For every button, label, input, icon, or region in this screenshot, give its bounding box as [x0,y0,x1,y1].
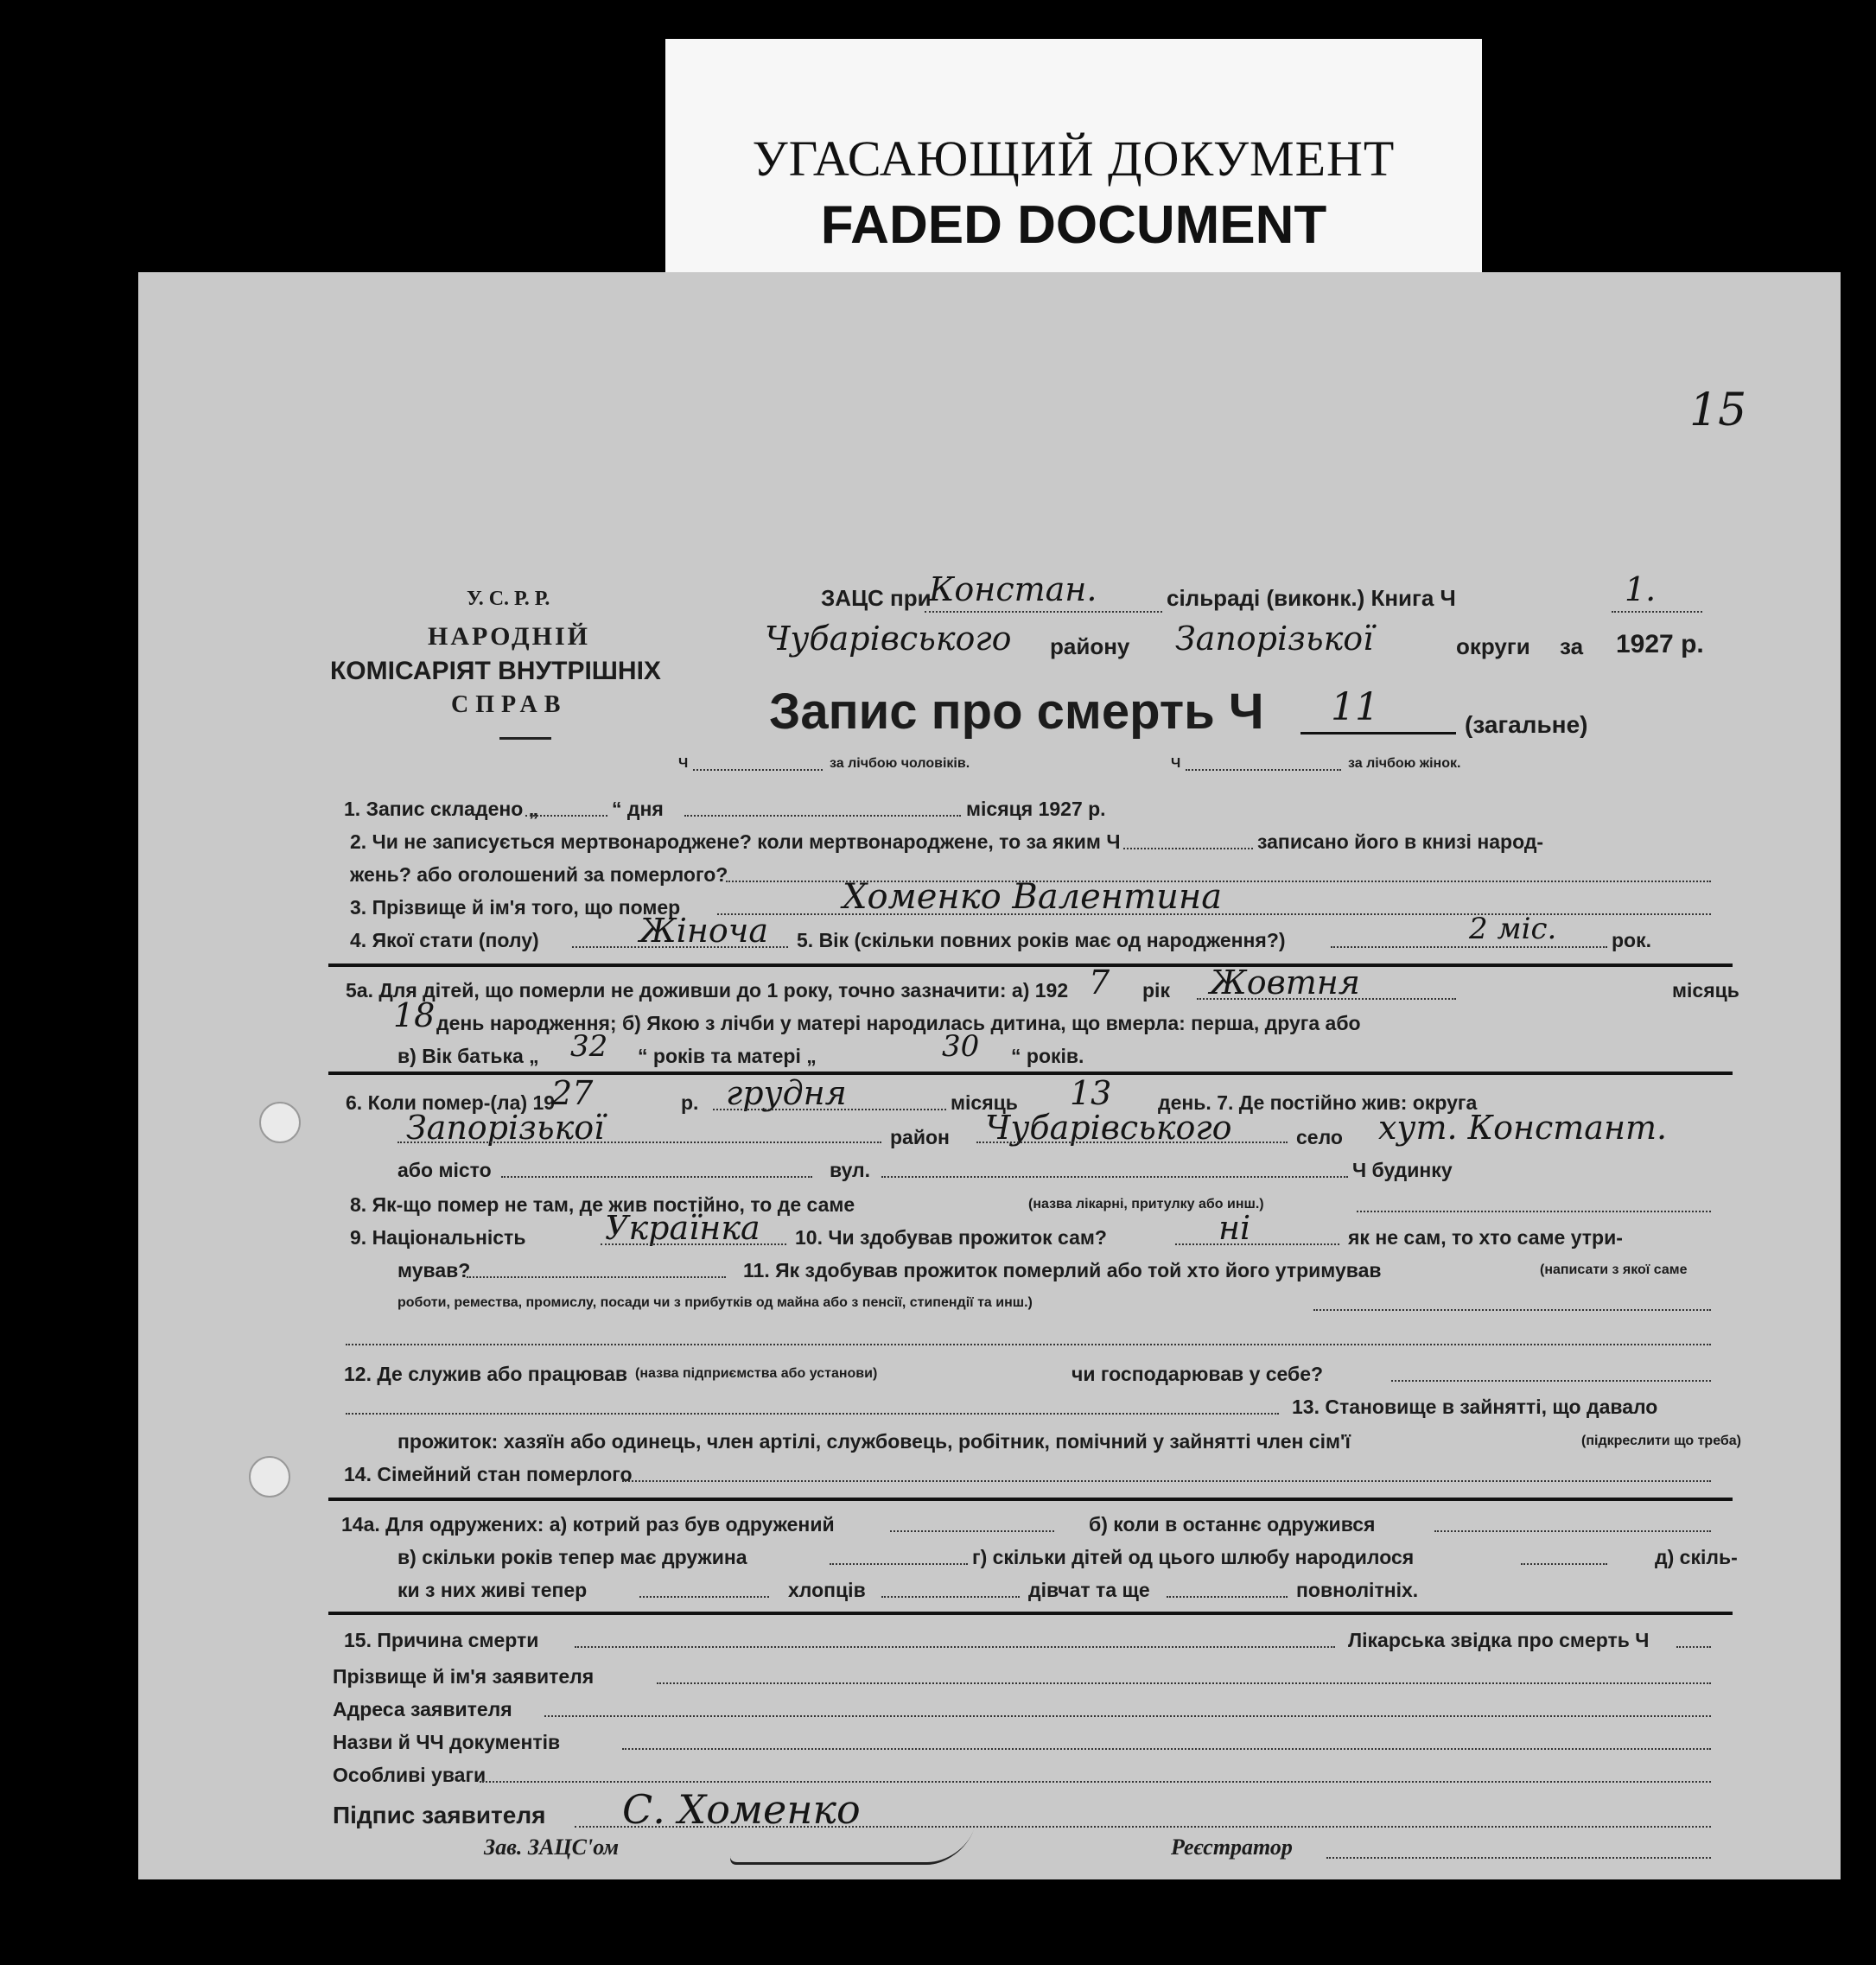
applicant-docs-line [622,1748,1711,1750]
field-12-line [1391,1380,1711,1382]
record-title: Запис про смерть Ч [769,684,1264,740]
raion-value: Чубарівського [765,620,1012,658]
field-5a-misiats: місяць [1672,979,1739,1002]
men-counter-label: за лічбою чоловіків. [830,756,970,771]
field-14a-label: 14а. Для одружених: а) котрий раз був одружений [341,1513,835,1536]
women-counter-prefix: Ч [1171,756,1181,771]
field-7-misto: або місто [397,1159,492,1181]
field-7-line [397,1141,881,1143]
field-5a-month: Жовтня [1210,963,1360,1002]
section-rule [328,1498,1733,1501]
women-counter-line [1186,769,1341,771]
field-3-value: Хоменко Валентина [843,877,1223,917]
punch-hole [259,1102,301,1143]
field-9-label: 9. Національність [350,1226,526,1249]
field-11-note: (написати з якої саме [1540,1262,1688,1277]
okruha-label: округи [1456,633,1530,659]
field-1-line [684,815,961,817]
applicant-signature: С. Хоменко [622,1786,861,1833]
okruha-value: Запорізької [1175,620,1374,658]
death-year: 27 [551,1074,594,1112]
field-11-line-2 [346,1344,1711,1345]
book-number: 1. [1625,570,1657,608]
page-number: 15 [1689,385,1747,436]
field-5a-parents: в) Вік батька „ [397,1045,539,1067]
field-14a-line [1521,1563,1607,1565]
field-14a-b: б) коли в останнє одружився [1089,1513,1376,1536]
field-6-line [713,1109,946,1110]
field-2-line [1123,848,1253,849]
signature-label: Підпис заявителя [333,1802,546,1828]
field-1-day: “ дня [612,798,664,820]
death-record-form [138,272,1841,1879]
field-10-value: ні [1218,1209,1251,1247]
women-counter-label: за лічбою жінок. [1348,756,1461,771]
men-counter-line [693,769,823,771]
applicant-name-line [657,1682,1711,1684]
field-4-value: Жіноча [639,912,769,950]
field-8-note: (назва лікарні, притулку або инш.) [1028,1197,1264,1211]
council-label: сільраді (виконк.) Книга Ч [1167,585,1456,611]
field-14a-adults: повнолітніх. [1296,1579,1419,1601]
father-age: 32 [570,1029,608,1064]
banner-english-text: FADED DOCUMENT [820,195,1327,255]
field-14a-alive: ки з них живі тепер [397,1579,588,1601]
applicant-address-label: Адреса заявителя [333,1698,512,1720]
field-14a-line [830,1563,968,1565]
field-5a-end: “ років. [1011,1045,1084,1067]
field-10-line [1175,1243,1339,1245]
year-label: за [1560,633,1584,659]
head-signature [728,1828,975,1865]
field-14-line [622,1480,1711,1482]
raion-label: району [1050,633,1130,659]
banner-russian-text: УГАСАЮЩИЙ ДОКУМЕНТ [752,130,1396,187]
field-10-label-2: мував? [397,1259,471,1281]
field-7-line [501,1176,812,1178]
field-6-misiats: місяць [951,1091,1018,1114]
head-label: Зав. ЗАЦС'ом [484,1835,620,1860]
field-7-vul: вул. [830,1159,871,1181]
field-7-raion-label: район [890,1126,950,1148]
field-14-label: 14. Сімейний стан померлого [344,1463,633,1485]
header-line3: СПРАВ [451,691,568,718]
divider [499,737,551,740]
field-12-note: (назва підприємства або установи) [635,1366,878,1381]
field-11-note-2: роботи, ремества, промислу, посади чи з прибутків од майна або з пенсії, стипендії та инш.) [397,1295,1033,1310]
field-9-line [601,1243,786,1245]
field-3-line [717,913,1711,915]
section-rule [328,1072,1733,1075]
punch-hole [249,1456,290,1498]
field-14a-line [890,1530,1054,1532]
section-rule [328,1612,1733,1615]
field-5-unit: рок. [1612,929,1651,951]
field-6-7-label: день. 7. Де постійно жив: округа [1158,1091,1478,1114]
field-2-label-cont: записано його в книзі народ- [1257,830,1544,853]
header-line1: НАРОДНІЙ [428,622,590,651]
field-5a-day: 18 [393,996,436,1034]
field-15-label: 15. Причина смерти [344,1629,539,1651]
applicant-notes-label: Особливі уваги [333,1764,486,1786]
field-5a-line [1197,998,1456,1000]
death-month: грудня [726,1074,847,1112]
field-1-line [525,815,607,817]
zags-label: ЗАЦС при [821,585,932,611]
field-5a-mother-label: “ років та матері „ [638,1045,817,1067]
field-2-label-2: жень? або оголошений за померлого? [350,863,728,886]
field-15-line [1676,1646,1711,1648]
field-7-line [976,1141,1288,1143]
field-14a-line [1167,1596,1288,1598]
applicant-name-label: Прізвище й ім'я заявителя [333,1665,595,1688]
applicant-address-line [544,1715,1711,1717]
field-5a-rik: рік [1142,979,1170,1002]
field-12-label: 12. Де служив або працював [344,1363,628,1385]
applicant-notes-line [480,1781,1711,1783]
section-rule [328,963,1733,967]
field-12-label-cont: чи господарював у себе? [1072,1363,1324,1385]
field-13-note: (підкреслити що треба) [1581,1434,1741,1448]
field-6-label: 6. Коли помер-(ла) 19 [346,1091,556,1114]
field-6-r: р. [681,1091,699,1114]
year-value: 1927 р. [1616,630,1704,658]
field-14a-v: в) скільки років тепер має дружина [397,1546,747,1568]
field-1-label: 1. Запис складено „ [344,798,539,820]
field-3-label: 3. Прізвище й ім'я того, що помер [350,896,681,919]
record-number-line [1300,732,1456,734]
field-7-line [881,1176,1348,1178]
field-15-certificate: Лікарська звідка про смерть Ч [1348,1629,1650,1651]
book-line [1612,611,1702,613]
field-10-label: 10. Чи здобував прожиток сам? [795,1226,1107,1249]
mother-age: 30 [942,1029,980,1064]
field-10-label-cont: як не сам, то хто саме утри- [1348,1226,1623,1249]
field-7-budynok: Ч будинку [1352,1159,1453,1181]
field-4-line [572,946,788,948]
field-14a-line [639,1596,769,1598]
field-5a-label: 5а. Для дітей, що померли не доживши до 1 року, точно зазначити: а) 192 [346,979,1069,1002]
field-10-line [467,1276,726,1278]
registrar-line [1326,1857,1711,1859]
field-2-label: 2. Чи не записується мертвонароджене? коли мертвонароджене, то за яким Ч [350,830,1121,853]
death-day: 13 [1070,1074,1112,1112]
record-number: 11 [1331,685,1379,729]
field-14a-d: д) скіль- [1655,1546,1738,1568]
residence-okruha: Запорізької [406,1109,605,1147]
field-14a-g: г) скільки дітей од цього шлюбу народилося [972,1546,1415,1568]
field-7-selo-label: село [1296,1126,1343,1148]
field-11-label: 11. Як здобував прожиток померлий або той хто його утримував [743,1259,1382,1281]
field-14a-line [1434,1530,1711,1532]
residence-selo: хут. Констант. [1378,1109,1668,1147]
record-suffix: (загальне) [1465,711,1588,738]
field-14a-girls: дівчат та ще [1028,1579,1150,1601]
field-13-options: прожиток: хазяїн або одинець, член артілі, службовець, робітник, помічний у зайнятті член сім'ї [397,1430,1351,1453]
field-12-line-2 [346,1413,1279,1415]
field-8-label: 8. Як-що помер не там, де жив постійно, то де саме [350,1193,855,1216]
field-14a-boys: хлопців [788,1579,866,1601]
village-line [925,611,1162,613]
header-line2: КОМІСАРІЯТ ВНУТРІШНІХ [330,657,661,685]
field-4-label: 4. Якої стати (полу) [350,929,539,951]
field-5a-text: день народження; б) Якою з лічби у матері народилась дитина, що вмерла: перша, друга або [436,1012,1361,1034]
village-value: Констан. [929,570,1097,608]
field-14a-line [881,1596,1020,1598]
field-5-value: 2 міс. [1469,912,1557,946]
field-13-label: 13. Становище в зайнятті, що давало [1292,1396,1658,1418]
residence-raion: Чубарівського [985,1109,1232,1147]
header-usrr: У. С. Р. Р. [467,588,550,610]
field-8-line [1357,1211,1711,1212]
field-5a-year: 7 [1089,963,1110,1002]
registrar-label: Реєстратор [1171,1835,1293,1860]
field-5-label: 5. Вік (скільки повних років має од народження?) [797,929,1286,951]
field-1-month: місяця 1927 р. [966,798,1106,820]
nationality-value: Українка [605,1209,760,1247]
men-counter-prefix: Ч [678,756,689,771]
applicant-docs-label: Назви й ЧЧ документів [333,1731,561,1753]
faded-document-banner [665,39,1482,272]
field-11-line [1313,1309,1711,1311]
field-15-line [575,1646,1335,1648]
field-5-line [1331,946,1607,948]
